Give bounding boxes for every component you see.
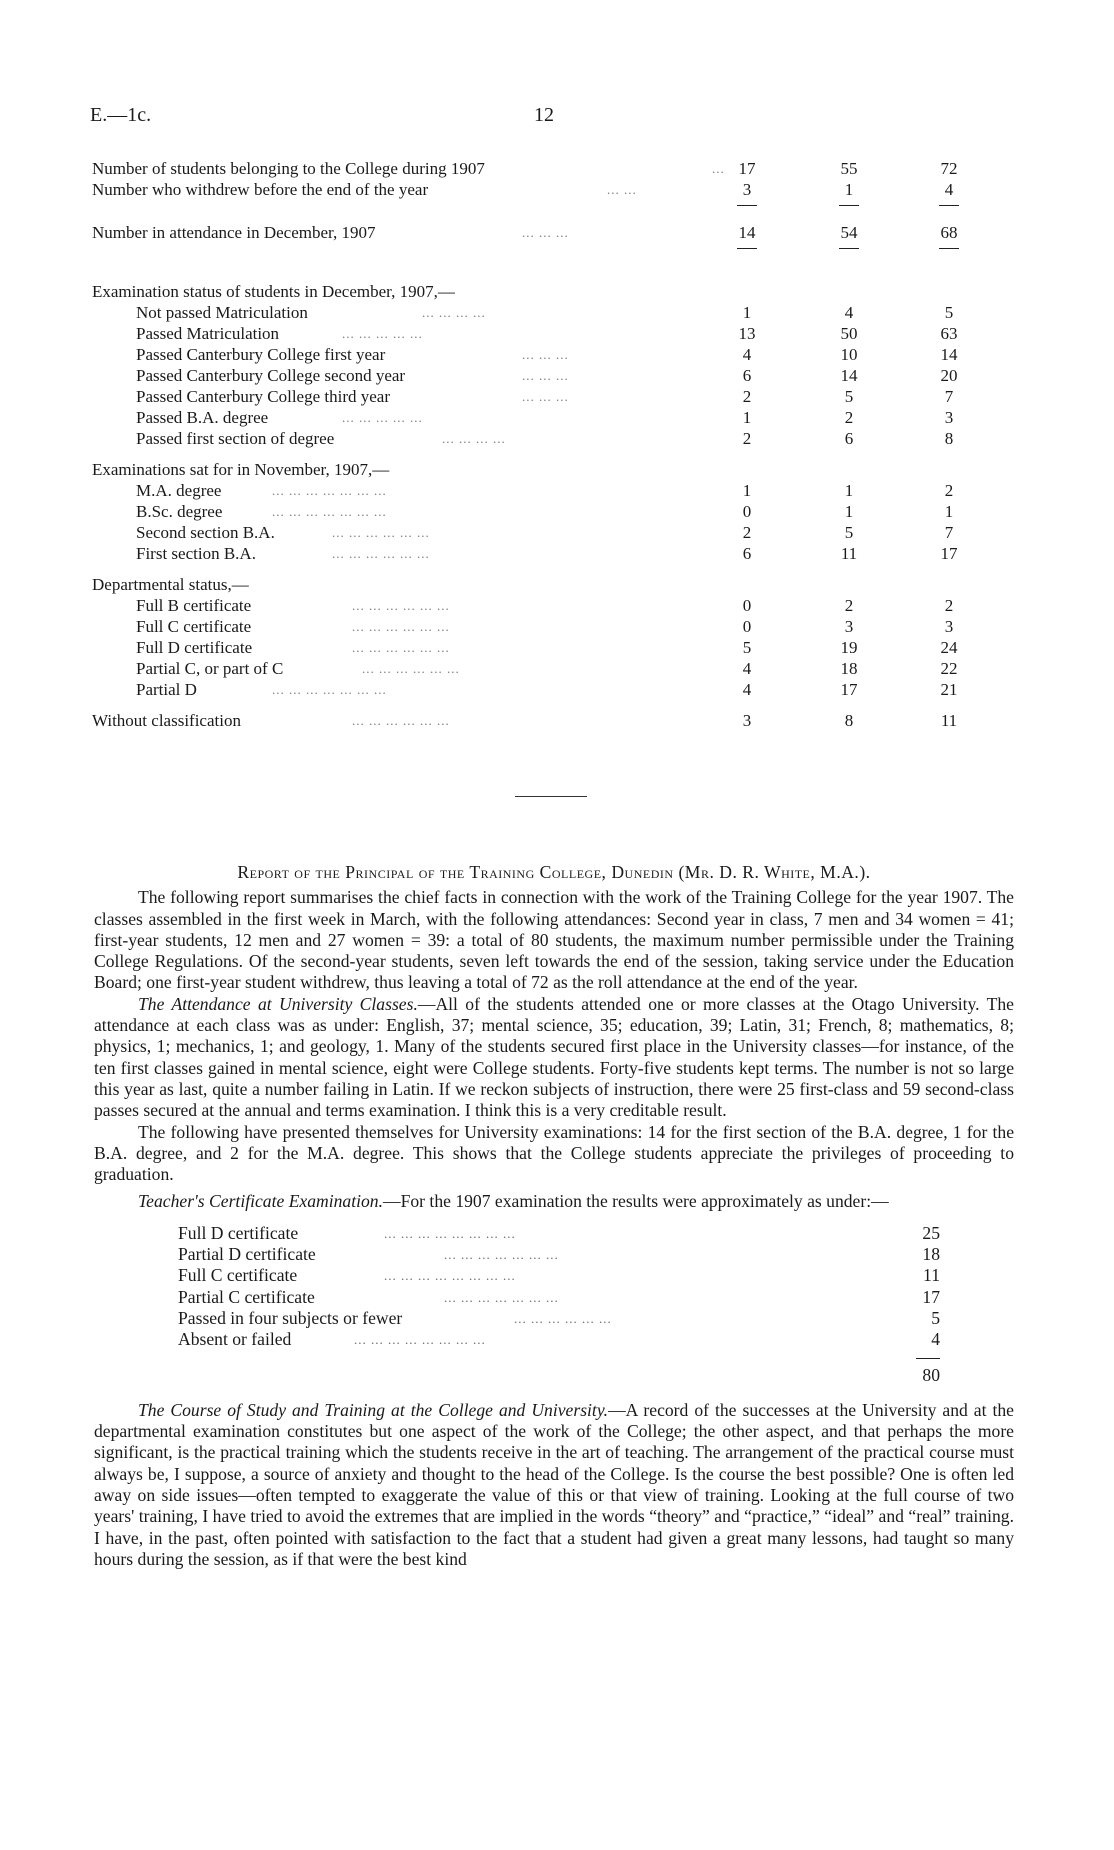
leader-dots: ... ... ... ... ... ... ... bbox=[272, 682, 387, 697]
total-rule bbox=[92, 200, 1022, 212]
cell-value: 2 bbox=[742, 523, 752, 542]
item-label: Full C certificate bbox=[178, 1265, 298, 1286]
page-header bbox=[90, 104, 1024, 134]
paragraph: The following report summarises the chief facts in connection with the work of the Training College for the year 1907. The classes assembled in the first week in March, with the following attendances: Second year in class, 7 men and 34 women = 41; first-year students, 12 men and 27 women = 39: a total of 80 students, the maximum number permissible under the Training College Regulations. Of the second-year students, seven left towards the end of the session, taking service under the Education Board; one first-year student withdrew, thus leaving a total of 72 as the roll attendance at the end of the year. bbox=[94, 887, 1014, 993]
cell-value: 8 bbox=[944, 429, 954, 448]
heading-text: Departmental status,— bbox=[92, 575, 249, 594]
cell-value: 10 bbox=[840, 345, 858, 364]
cell-value: 2 bbox=[844, 408, 854, 427]
row-label: Full D certificate bbox=[136, 638, 253, 657]
cell-value: 5 bbox=[844, 387, 854, 406]
row-label: Full B certificate bbox=[136, 596, 252, 615]
item-label: Partial C certificate bbox=[178, 1286, 315, 1307]
cell-value: 14 bbox=[738, 223, 756, 242]
leader-dots: ... ... ... ... ... ... bbox=[332, 525, 430, 540]
row-label: Partial D bbox=[136, 680, 197, 699]
row-label: Passed Canterbury College second year bbox=[136, 366, 406, 385]
leader-dots: ... ... ... ... ... ... bbox=[362, 661, 460, 676]
cell-value: 1 bbox=[742, 408, 752, 427]
cell-value: 50 bbox=[840, 324, 858, 343]
cell-value: 3 bbox=[742, 711, 752, 730]
leader-dots: ... ... ... ... ... ... ... bbox=[272, 483, 387, 498]
cell-value: 14 bbox=[840, 366, 858, 385]
leader-dots: ... ... ... ... ... ... ... bbox=[444, 1289, 559, 1305]
cell-value: 17 bbox=[738, 159, 756, 178]
cell-value: 4 bbox=[944, 180, 954, 199]
table-row bbox=[92, 386, 1022, 407]
heading-text: Examinations sat for in November, 1907,— bbox=[92, 460, 390, 479]
item-label: Full D certificate bbox=[178, 1222, 299, 1243]
cell-value: 2 bbox=[944, 596, 954, 615]
row-label: Passed B.A. degree bbox=[136, 408, 269, 427]
row-label: Number of students belonging to the College during 1907 bbox=[92, 159, 485, 178]
row-label: Passed Canterbury College third year bbox=[136, 387, 390, 406]
heading-text: Examination status of students in December, 1907,— bbox=[92, 282, 455, 301]
cell-value: 0 bbox=[742, 502, 752, 521]
cell-value: 11 bbox=[840, 544, 858, 563]
cell-value: 1 bbox=[742, 481, 752, 500]
paragraph-body: —For the 1907 examination the results were approximately as under:— bbox=[383, 1191, 889, 1212]
table-row bbox=[92, 179, 1022, 200]
cell-value: 21 bbox=[940, 680, 958, 699]
leader-dots: ... ... ... ... ... ... bbox=[352, 640, 450, 655]
table-row bbox=[92, 637, 1022, 658]
cell-value: 55 bbox=[840, 159, 858, 178]
cell-value: 4 bbox=[844, 303, 854, 322]
table-row bbox=[92, 302, 1022, 323]
row-label: Second section B.A. bbox=[136, 523, 275, 542]
leader-dots: ... ... ... bbox=[522, 347, 569, 362]
row-label: Full C certificate bbox=[136, 617, 252, 636]
cell-value: 4 bbox=[742, 659, 752, 678]
leader-dots: ... ... ... ... ... ... ... bbox=[444, 1247, 559, 1263]
leader-dots: ... ... ... bbox=[522, 389, 569, 404]
section-heading bbox=[92, 459, 1022, 480]
paragraph bbox=[94, 994, 1014, 1122]
leader-dots: ... ... ... ... ... ... bbox=[332, 546, 430, 561]
leader-dots: ... ... ... ... ... bbox=[342, 326, 423, 341]
paragraph-body: —A record of the successes at the University and at the departmental examination constitutes but one aspect of the work of the College; the other aspect, and that perhaps the more significant, is the practical training which the students receive in the art of teaching. The arrangement of the practical course must always be, I suppose, a source of anxiety and thought to the head of the College. Is the course the best possible? One is often led away on side issues—often tempted to exaggerate the value of this or that view of training. Looking at the full course of two years' training, I have tried to avoid the extremes that are implied in the words “theory” and “practice,” “ideal” and “real” training. I have, in the past, often pointed with satisfaction to the fact that a student had given a great many lessons, had taught so many hours during the session, as if that were the best kind bbox=[94, 1399, 1014, 1569]
item-value: 18 bbox=[922, 1244, 940, 1265]
row-label: Passed Matriculation bbox=[136, 324, 280, 343]
cell-value: 2 bbox=[742, 387, 752, 406]
cell-value: 2 bbox=[844, 596, 854, 615]
list-item bbox=[94, 1329, 1014, 1350]
cell-value: 7 bbox=[944, 523, 954, 542]
cell-value: 6 bbox=[742, 544, 752, 563]
cell-value: 0 bbox=[742, 617, 752, 636]
table-row bbox=[92, 158, 1022, 179]
cell-value: 5 bbox=[944, 303, 954, 322]
total-value: 80 bbox=[922, 1364, 940, 1385]
item-value: 5 bbox=[931, 1307, 940, 1328]
item-label: Absent or failed bbox=[178, 1329, 292, 1350]
leader-dots: ... ... ... ... ... ... bbox=[352, 619, 450, 634]
cell-value: 4 bbox=[742, 680, 752, 699]
cell-value: 6 bbox=[844, 429, 854, 448]
leader-dots: ... ... ... bbox=[522, 225, 569, 240]
leader-dots: ... ... ... ... ... ... bbox=[352, 598, 450, 613]
table-row bbox=[92, 595, 1022, 616]
cell-value: 11 bbox=[940, 711, 958, 730]
cell-value: 3 bbox=[844, 617, 854, 636]
table-row bbox=[92, 428, 1022, 449]
cell-value: 17 bbox=[840, 680, 858, 699]
table-row bbox=[92, 344, 1022, 365]
report-title bbox=[94, 862, 1014, 883]
cell-value: 14 bbox=[940, 345, 958, 364]
cell-value: 18 bbox=[840, 659, 858, 678]
cell-value: 5 bbox=[844, 523, 854, 542]
leader-dots: ... ... ... ... ... ... ... bbox=[272, 504, 387, 519]
cell-value: 54 bbox=[840, 223, 858, 242]
leader-dots: ... bbox=[712, 161, 725, 176]
cell-value: 7 bbox=[944, 387, 954, 406]
paragraph-heading: The Course of Study and Training at the College and University. bbox=[138, 1399, 609, 1420]
table-row bbox=[92, 543, 1022, 564]
leader-dots: ... ... ... ... ... ... ... ... bbox=[384, 1225, 516, 1241]
item-value: 4 bbox=[931, 1329, 940, 1350]
row-label: First section B.A. bbox=[136, 544, 256, 563]
list-item bbox=[94, 1265, 1014, 1286]
row-label: Passed first section of degree bbox=[136, 429, 335, 448]
cell-value: 13 bbox=[738, 324, 756, 343]
leader-dots: ... ... ... ... ... ... ... ... bbox=[354, 1332, 486, 1348]
item-value: 17 bbox=[922, 1286, 940, 1307]
paragraph: The following have presented themselves for University examinations: 14 for the first section of the B.A. degree, 1 for the B.A. degree, and 2 for the M.A. degree. This shows that the College students appreciate the privileges of proceeding to graduation. bbox=[94, 1121, 1014, 1185]
table-row bbox=[92, 522, 1022, 543]
cell-value: 5 bbox=[742, 638, 752, 657]
paragraph bbox=[94, 1400, 1014, 1570]
table-row bbox=[92, 616, 1022, 637]
cell-value: 8 bbox=[844, 711, 854, 730]
row-label: M.A. degree bbox=[136, 481, 222, 500]
row-label: B.Sc. degree bbox=[136, 502, 223, 521]
cell-value: 2 bbox=[944, 481, 954, 500]
item-value: 25 bbox=[922, 1222, 940, 1243]
cell-value: 68 bbox=[940, 223, 958, 242]
leader-dots: ... ... ... ... ... ... bbox=[514, 1310, 612, 1326]
item-label: Passed in four subjects or fewer bbox=[178, 1307, 403, 1328]
certificate-results-list bbox=[94, 1223, 1014, 1386]
total-rule-row bbox=[94, 1351, 1014, 1365]
section-heading bbox=[92, 281, 1022, 302]
cell-value: 1 bbox=[844, 180, 854, 199]
report-title-text: Report of the Principal of the Training College, Dunedin bbox=[237, 862, 674, 882]
row-label: Number in attendance in December, 1907 bbox=[92, 223, 376, 242]
paragraph-heading: Teacher's Certificate Examination. bbox=[138, 1191, 383, 1212]
cell-value: 1 bbox=[742, 303, 752, 322]
paragraph bbox=[94, 1191, 1014, 1212]
row-label: Number who withdrew before the end of the year bbox=[92, 180, 429, 199]
page-number: 12 bbox=[534, 104, 554, 126]
list-item bbox=[94, 1287, 1014, 1308]
item-label: Partial D certificate bbox=[178, 1244, 316, 1265]
leader-dots: ... ... ... ... bbox=[422, 305, 486, 320]
cell-value: 3 bbox=[742, 180, 752, 199]
list-item bbox=[94, 1308, 1014, 1329]
report-section bbox=[94, 862, 1014, 1570]
total-rule bbox=[92, 243, 1022, 255]
table-row bbox=[92, 501, 1022, 522]
table-row bbox=[92, 480, 1022, 501]
paragraph-heading: The Attendance at University Classes. bbox=[138, 993, 418, 1014]
cell-value: 63 bbox=[940, 324, 958, 343]
list-item bbox=[94, 1223, 1014, 1244]
table-row bbox=[92, 222, 1022, 243]
leader-dots: ... ... ... ... bbox=[442, 431, 506, 446]
leader-dots: ... ... ... ... ... ... bbox=[352, 713, 450, 728]
cell-value: 0 bbox=[742, 596, 752, 615]
cell-value: 1 bbox=[844, 502, 854, 521]
table-row bbox=[92, 323, 1022, 344]
cell-value: 17 bbox=[940, 544, 958, 563]
row-label: Passed Canterbury College first year bbox=[136, 345, 386, 364]
cell-value: 72 bbox=[940, 159, 958, 178]
cell-value: 3 bbox=[944, 408, 954, 427]
paragraph-body: —All of the students attended one or more classes at the Otago University. The attendance at each class was as under: English, 37; mental science, 35; education, 39; Latin, 31; French, 8; mathematics, 8; physics, 1; mechanics, 1; and geology, 1. Many of the students secured first place in the University classes—for instance, of the ten first classes gained in mental science, eight were College students. Forty-five students kept terms. The number is not so large this year as last, quite a number failing in Latin. If we reckon subjects of instruction, there were 25 first-class and 59 second-class passes secured at the annual and terms examination. I think this is a very creditable result. bbox=[94, 993, 1014, 1121]
cell-value: 1 bbox=[844, 481, 854, 500]
leader-dots: ... ... ... bbox=[522, 368, 569, 383]
list-item bbox=[94, 1244, 1014, 1265]
leader-dots: ... ... ... ... ... bbox=[342, 410, 423, 425]
item-value: 11 bbox=[923, 1265, 940, 1286]
cell-value: 3 bbox=[944, 617, 954, 636]
cell-value: 2 bbox=[742, 429, 752, 448]
table-row bbox=[92, 679, 1022, 700]
leader-dots: ... ... bbox=[607, 182, 637, 197]
cell-value: 20 bbox=[940, 366, 958, 385]
row-label: Without classification bbox=[92, 711, 241, 730]
row-label: Partial C, or part of C bbox=[136, 659, 284, 678]
cell-value: 24 bbox=[940, 638, 958, 657]
statistics-table bbox=[92, 158, 1022, 731]
total-rule bbox=[916, 1358, 940, 1359]
cell-value: 22 bbox=[940, 659, 958, 678]
cell-value: 4 bbox=[742, 345, 752, 364]
section-divider bbox=[515, 796, 587, 797]
leader-dots: ... ... ... ... ... ... ... ... bbox=[384, 1268, 516, 1284]
document-code: E.—1c. bbox=[90, 104, 152, 126]
cell-value: 6 bbox=[742, 366, 752, 385]
row-label: Not passed Matriculation bbox=[136, 303, 308, 322]
cell-value: 1 bbox=[944, 502, 954, 521]
report-author: (Mr. D. R. White, M.A.). bbox=[678, 862, 871, 882]
cell-value: 19 bbox=[840, 638, 858, 657]
section-heading bbox=[92, 574, 1022, 595]
table-row bbox=[92, 710, 1022, 731]
table-row bbox=[92, 407, 1022, 428]
total-row bbox=[94, 1365, 1014, 1386]
table-row bbox=[92, 365, 1022, 386]
table-row bbox=[92, 658, 1022, 679]
